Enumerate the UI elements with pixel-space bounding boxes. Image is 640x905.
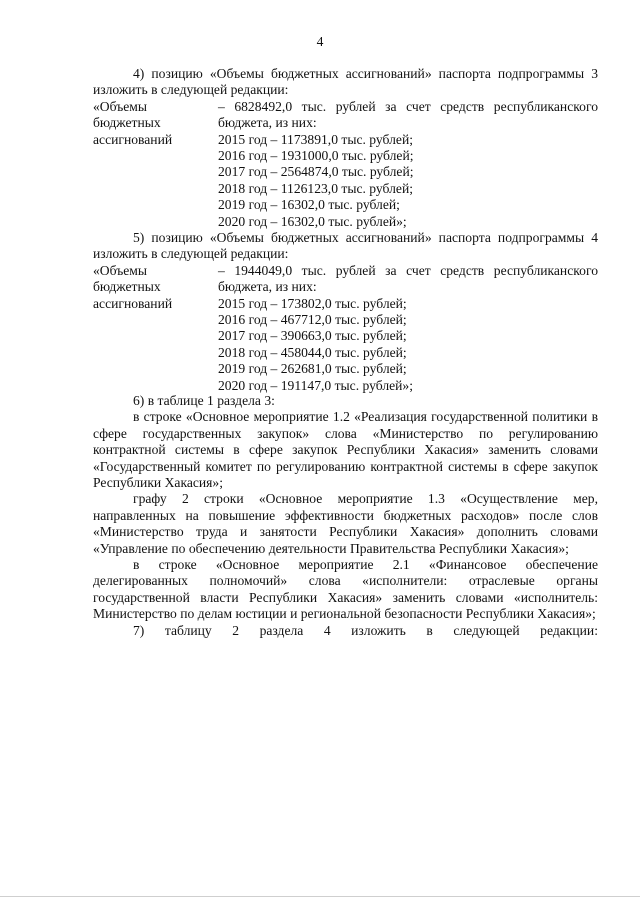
page-number: 4 [316, 34, 324, 49]
item-4-label-line: бюджетных [93, 115, 161, 131]
item-4-value [218, 99, 598, 230]
item-5-intro: 5) позицию «Объемы бюджетных ассигнований» паспорта подпрограммы 4 [133, 230, 598, 245]
item-5-label-line: бюджетных [93, 279, 161, 295]
item-4-intro: 4) позицию «Объемы бюджетных ассигнований» паспорта подпрограммы 3 [133, 66, 598, 81]
item-5-label-line: «Объемы [93, 262, 147, 278]
item-4-year-line: 2020 год – 16302,0 тыс. рублей»; [218, 213, 407, 229]
item-5-year-line: 2015 год – 173802,0 тыс. рублей; [218, 295, 407, 311]
item-5-label-line: ассигнований [93, 295, 173, 311]
item-5-label [93, 263, 218, 394]
item-4-year-line: 2017 год – 2564874,0 тыс. рублей; [218, 164, 414, 180]
item-5-value [218, 263, 598, 394]
item-4-intro-cont: изложить в следующей редакции: [93, 82, 289, 98]
item-4-label [93, 99, 218, 230]
item-6-paragraph-1: в строке «Основное мероприятие 1.2 «Реализация государственной политики в сфере государственных закупок» слова «Министерство по регулированию контрактной системы в сфере закупок Республики Хакасия» заменить словами «Государственный комитет по регулированию контрактной системы в сфере закупок Республики Хакасия»; [93, 409, 598, 491]
item-4-passport [93, 99, 598, 230]
item-4-year-line: 2019 год – 16302,0 тыс. рублей; [218, 197, 400, 213]
item-4-value-first: – 6828492,0 тыс. рублей за счет средств республиканского [218, 98, 598, 114]
item-5-year-line: 2016 год – 467712,0 тыс. рублей; [218, 312, 407, 328]
item-5-year-line: 2018 год – 458044,0 тыс. рублей; [218, 344, 407, 360]
item-4-value-line: бюджета, из них: [218, 115, 317, 131]
item-4-label-line: «Объемы [93, 98, 147, 114]
item-6-block [93, 393, 598, 639]
item-4-year-line: 2015 год – 1173891,0 тыс. рублей; [218, 131, 413, 147]
item-4-year-line: 2016 год – 1931000,0 тыс. рублей; [218, 148, 414, 164]
item-5-block [93, 230, 598, 394]
item-4-label-line: ассигнований [93, 131, 173, 147]
item-5-year-line: 2020 год – 191147,0 тыс. рублей»; [218, 377, 413, 393]
item-4-block [93, 66, 598, 230]
item-6-paragraph-2: графу 2 строки «Основное мероприятие 1.3 «Осуществление мер, направленных на повышение эффективности бюджетных расходов» после слов «Министерство труда и занятости Республики Хакасия» дополнить словами «Управление по обеспечению деятельности Правительства Республики Хакасия»; [93, 491, 598, 556]
item-6-intro: 6) в таблице 1 раздела 3: [133, 393, 275, 408]
item-5-value-line: бюджета, из них: [218, 279, 317, 295]
item-5-passport [93, 263, 598, 394]
item-5-year-line: 2019 год – 262681,0 тыс. рублей; [218, 361, 407, 377]
item-5-value-first: – 1944049,0 тыс. рублей за счет средств республиканского [218, 262, 598, 278]
item-7-intro: 7) таблицу 2 раздела 4 изложить в следующей редакции: [133, 622, 598, 638]
item-6-paragraph-3: в строке «Основное мероприятие 2.1 «Финансовое обеспечение делегированных полномочий» слова «исполнители: отраслевые органы государственной власти Республики Хакасия» заменить словами «исполнитель: Министерство по делам юстиции и региональной безопасности Республики Хакасия»; [93, 557, 598, 622]
item-5-year-line: 2017 год – 390663,0 тыс. рублей; [218, 328, 407, 344]
item-5-intro-cont: изложить в следующей редакции: [93, 246, 289, 262]
item-4-year-line: 2018 год – 1126123,0 тыс. рублей; [218, 180, 413, 196]
bottom-edge-line [0, 896, 640, 897]
